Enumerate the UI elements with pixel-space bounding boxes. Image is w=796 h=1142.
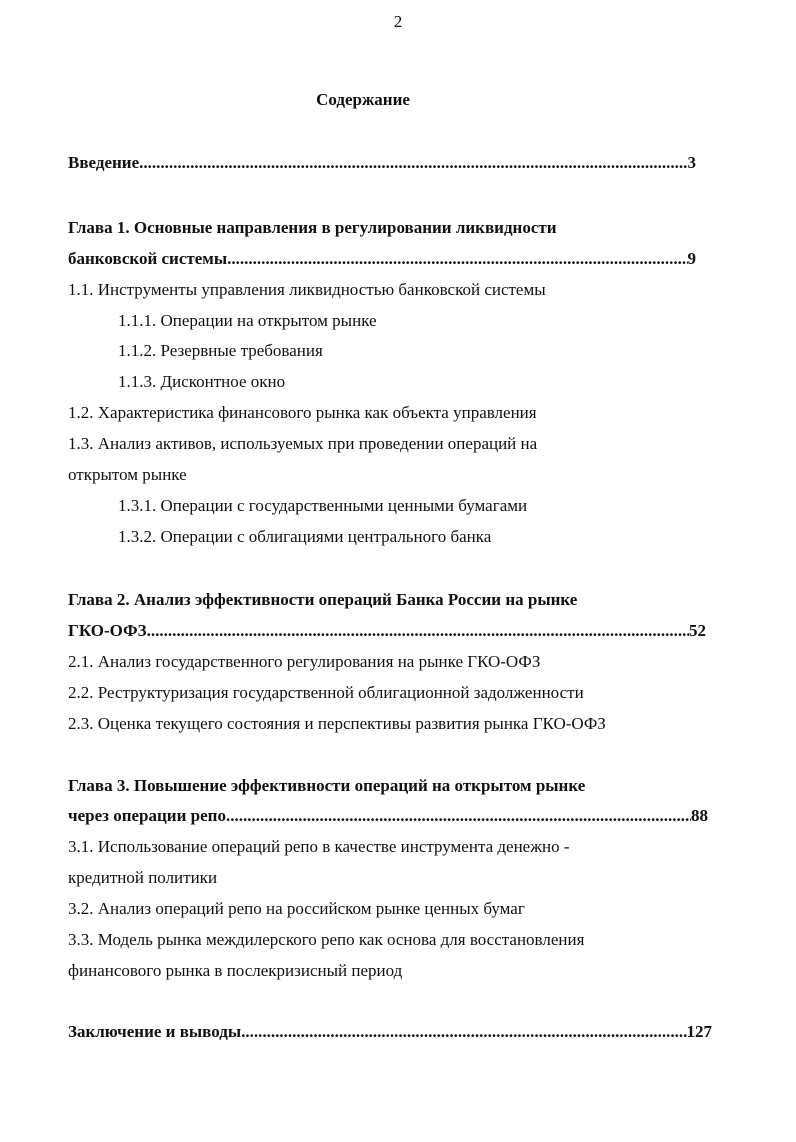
toc-section-3-1-continued: кредитной политики (68, 868, 218, 887)
toc-subsection-1-3-2[interactable]: 1.3.2. Операции с облигациями центрального банка (118, 527, 492, 546)
toc-section-3-2[interactable]: 3.2. Анализ операций репо на российском рынке ценных бумаг (68, 899, 525, 918)
toc-page-number: 3 (687, 153, 696, 172)
toc-section-2-1[interactable]: 2.1. Анализ государственного регулирования на рынке ГКО-ОФЗ (68, 652, 541, 671)
leader-dots (226, 806, 691, 826)
leader-dots (241, 1022, 686, 1042)
toc-entry-chapter-3[interactable] (68, 806, 708, 826)
chapter-2-heading: Глава 2. Анализ эффективности операций Банка России на рынке (68, 590, 578, 609)
page-number: 2 (393, 12, 403, 31)
toc-page-number: 88 (691, 806, 708, 825)
toc-subsection-1-1-1[interactable]: 1.1.1. Операции на открытом рынке (118, 311, 377, 330)
toc-section-1-3-continued: открытом рынке (68, 465, 187, 484)
toc-page-number: 9 (687, 249, 696, 268)
toc-section-3-3-continued: финансового рынка в послекризисный период (68, 961, 403, 980)
toc-section-2-3[interactable]: 2.3. Оценка текущего состояния и перспективы развития рынка ГКО-ОФЗ (68, 714, 606, 733)
toc-page-number: 52 (689, 621, 706, 640)
toc-entry-label: банковской системы (68, 249, 228, 268)
toc-entry-label: через операции репо (68, 806, 226, 825)
chapter-3-heading: Глава 3. Повышение эффективности операций на открытом рынке (68, 776, 586, 795)
toc-page-number: 127 (686, 1022, 712, 1041)
toc-section-1-2[interactable]: 1.2. Характеристика финансового рынка как объекта управления (68, 403, 537, 422)
toc-entry-label: Заключение и выводы (68, 1022, 242, 1041)
toc-subsection-1-1-2[interactable]: 1.1.2. Резервные требования (118, 341, 323, 360)
chapter-1-heading: Глава 1. Основные направления в регулировании ликвидности (68, 218, 557, 237)
leader-dots (139, 153, 687, 173)
toc-section-1-3[interactable]: 1.3. Анализ активов, используемых при проведении операций на (68, 434, 538, 453)
toc-entry-label: Введение (68, 153, 140, 172)
toc-title: Содержание (316, 90, 410, 109)
toc-entry-label: ГКО-ОФЗ (68, 621, 147, 640)
leader-dots (227, 249, 687, 269)
toc-section-1-1[interactable]: 1.1. Инструменты управления ликвидностью банковской системы (68, 280, 546, 299)
toc-entry-chapter-1[interactable] (68, 249, 696, 269)
toc-section-3-1[interactable]: 3.1. Использование операций репо в качестве инструмента денежно - (68, 837, 570, 856)
toc-entry-intro[interactable] (68, 153, 696, 173)
toc-section-3-3[interactable]: 3.3. Модель рынка междилерского репо как основа для восстановления (68, 930, 585, 949)
toc-subsection-1-3-1[interactable]: 1.3.1. Операции с государственными ценными бумагами (118, 496, 528, 515)
leader-dots (147, 621, 689, 641)
toc-section-2-2[interactable]: 2.2. Реструктуризация государственной облигационной задолженности (68, 683, 584, 702)
toc-entry-chapter-2[interactable] (68, 621, 706, 641)
toc-subsection-1-1-3[interactable]: 1.1.3. Дисконтное окно (118, 372, 286, 391)
toc-entry-conclusion[interactable] (68, 1022, 712, 1042)
